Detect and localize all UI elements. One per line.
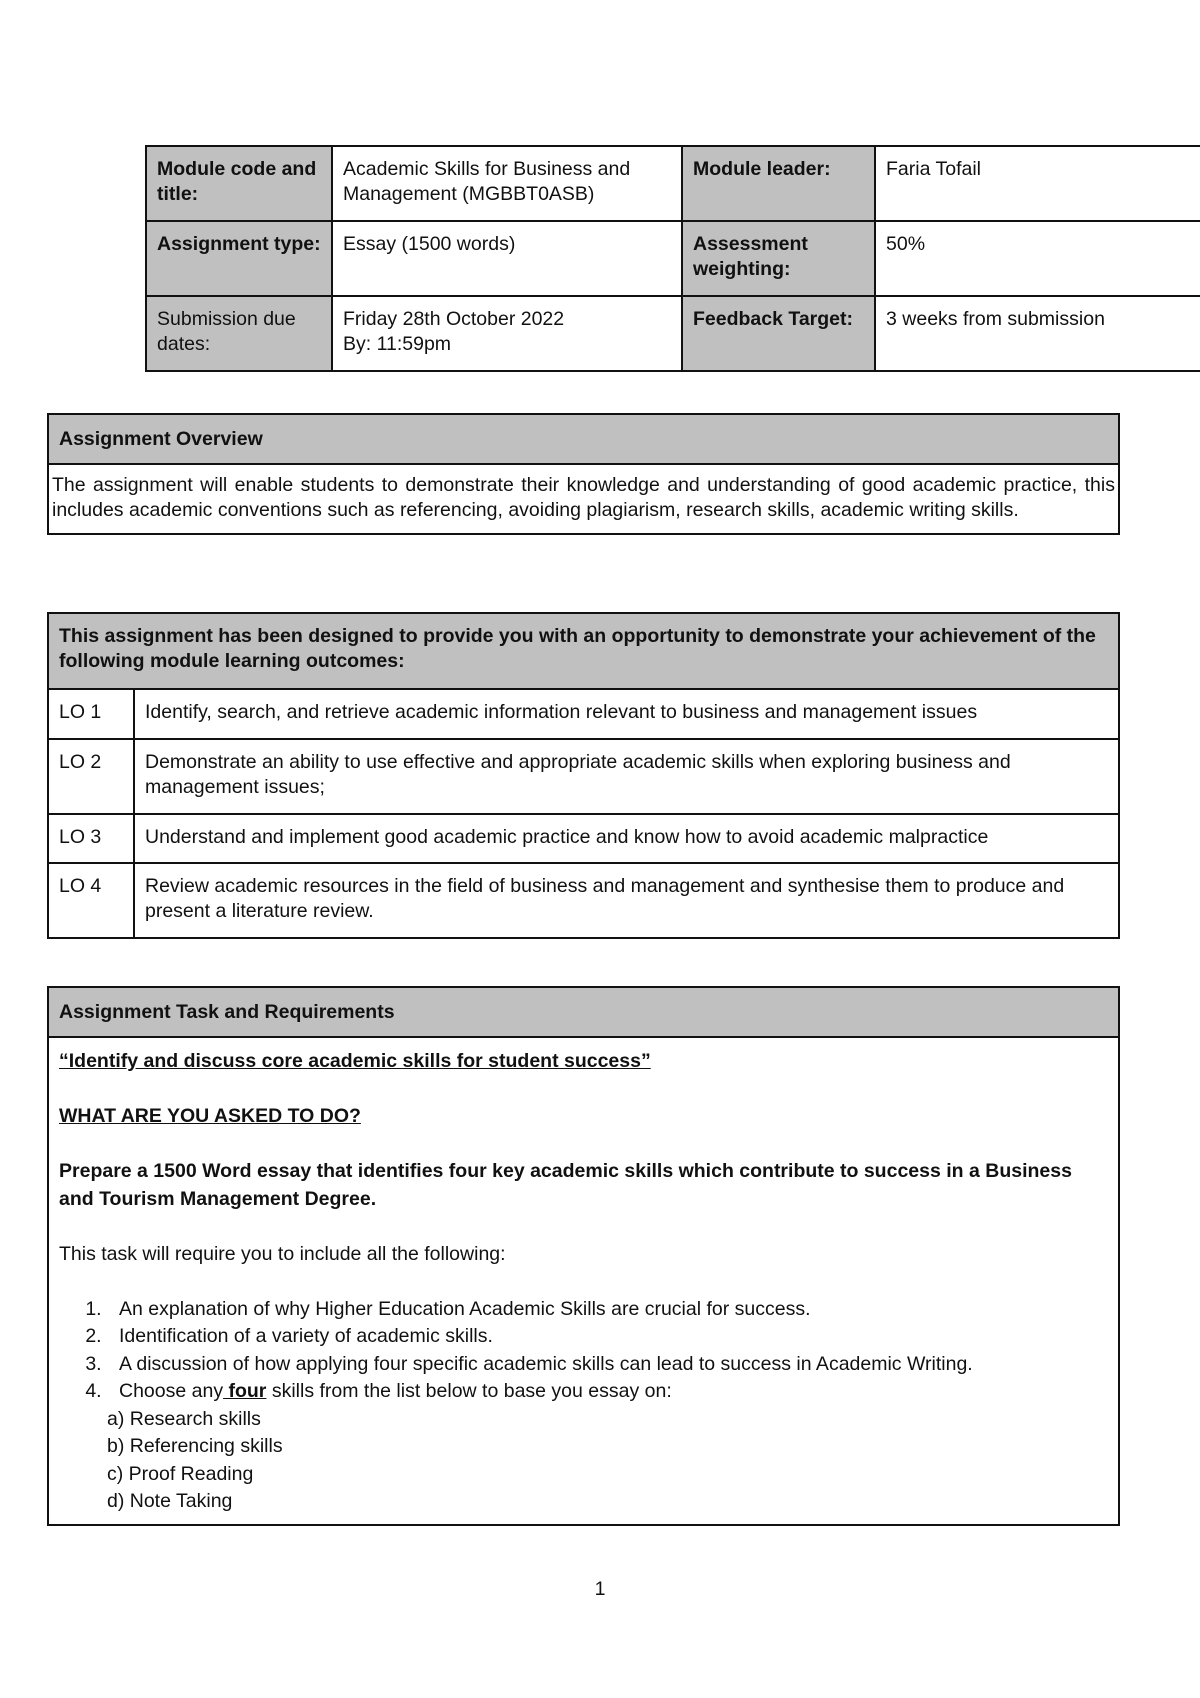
lo-code: LO 1 [48,689,134,739]
skill-item: c) Proof Reading [107,1462,254,1485]
requirements-list [107,1296,1108,1406]
overview-title: Assignment Overview [49,415,1118,465]
feedback-value: 3 weeks from submission [875,296,1200,371]
assignment-overview [47,413,1120,535]
due-date: Friday 28th October 2022 [343,308,565,330]
assignment-task [47,986,1120,1526]
table-row [146,296,1200,371]
outcomes-title: This assignment has been designed to provide you with an opportunity to demonstrate your achievement of the following module learning outcomes: [48,613,1119,689]
list-item: 1. An explanation of why Higher Education Academic Skills are crucial for success. [107,1296,1108,1324]
weighting-label: Assessment weighting: [682,221,875,296]
module-info-table [145,145,1200,372]
task-instruction: Prepare a 1500 Word essay that identifies four key academic skills which contribute to success in a Business and Tourism Management Degree. [59,1160,1072,1210]
lo-text: Understand and implement good academic practice and know how to avoid academic malpractice [134,814,1119,863]
module-code-value: Academic Skills for Business and Management (MGBBT0ASB) [332,146,682,221]
task-question: WHAT ARE YOU ASKED TO DO? [59,1105,361,1127]
lo-text: Review academic resources in the field of business and management and synthesise them to produce and present a literature review. [134,863,1119,938]
page-number: 1 [594,1578,606,1600]
module-leader-label: Module leader: [682,146,875,221]
item4-post: skills from the list below to base you essay on: [266,1380,672,1402]
table-row [48,814,1119,863]
list-item [107,1378,1108,1406]
table-row [146,221,1200,296]
item4-pre: Choose any [119,1380,224,1402]
table-row [146,146,1200,221]
lo-text: Identify, search, and retrieve academic information relevant to business and management issues [134,689,1119,739]
overview-text: The assignment will enable students to demonstrate their knowledge and understanding of good academic practice, this includes academic conventions such as referencing, avoiding plagiarism, research skills, academic writing skills. [52,474,1115,521]
task-title: Assignment Task and Requirements [49,988,1118,1038]
table-row [48,739,1119,814]
skill-item: a) Research skills [107,1407,261,1430]
weighting-value: 50% [875,221,1200,296]
table-row [48,863,1119,938]
learning-outcomes-table [47,612,1120,939]
task-intro: This task will require you to include all the following: [59,1242,506,1265]
lo-code: LO 3 [48,814,134,863]
due-date-value [332,296,682,371]
due-date-label: Submission due dates: [146,296,332,371]
due-time: By: 11:59pm [343,333,452,355]
item4-bold: four [223,1380,267,1402]
module-code-label: Module code and title: [146,146,332,221]
feedback-label: Feedback Target: [682,296,875,371]
skill-item: b) Referencing skills [107,1435,283,1457]
lo-text: Demonstrate an ability to use effective and appropriate academic skills when exploring business and management issues; [134,739,1119,814]
assignment-type-label: Assignment type: [146,221,332,296]
lo-code: LO 2 [48,739,134,814]
skill-item: d) Note Taking [107,1490,233,1512]
module-leader-value: Faria Tofail [875,146,1200,221]
task-quote: “Identify and discuss core academic skills for student success” [59,1050,651,1072]
list-item: 3. A discussion of how applying four specific academic skills can lead to success in Academic Writing. [107,1351,1108,1379]
assignment-type-value: Essay (1500 words) [332,221,682,296]
table-row [48,689,1119,739]
lo-code: LO 4 [48,863,134,938]
list-item: 2. Identification of a variety of academic skills. [107,1323,1108,1351]
